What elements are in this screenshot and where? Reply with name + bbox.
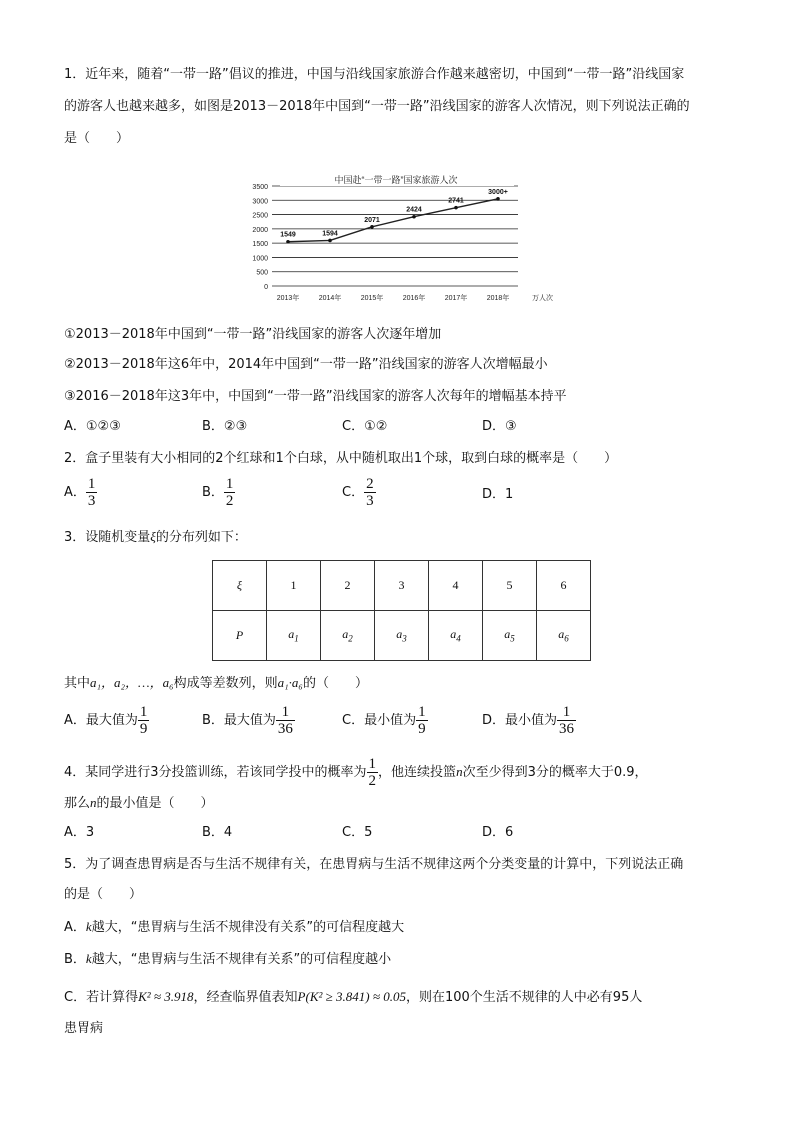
data-point [496,197,500,201]
y-tick-label: 1500 [252,241,268,249]
data-label: 2071 [364,216,380,224]
q1-line-3: 是（ ） [64,131,130,146]
q4-option-b[interactable]: B．4 [202,825,233,840]
q4-option-d[interactable]: D．6 [482,825,514,840]
q5-option-b-text: 越大，“患胃病与生活不规律有关系”的可信程度越小 [91,952,392,967]
q5-option-b-prefix: B． [64,952,86,967]
q3-stem [64,528,247,547]
q2-option-b-prefix: B． [202,485,224,500]
q1-option-a[interactable]: A．①②③ [64,419,121,434]
q3-stem-b: 的分布列如下： [155,530,247,545]
q2-option-a-fraction: $\frac{1}{3}$ [87,476,96,509]
q3-option-b-prefix: B．最大值为 [202,713,276,728]
table-cell: $a_6$ [537,611,591,661]
q2-option-a-prefix: A． [64,485,86,500]
q5-option-c-b: ，经查临界值表知 [193,990,298,1005]
q2-stem: 2．盒子里装有大小相同的2个红球和1个白球，从中随机取出1个球，取到白球的概率是（ ） [64,451,618,466]
q3-cond-expr: a₁·a₆ [277,675,303,690]
q4-line2-a: 那么 [64,796,91,811]
q3-cond-a: 其中 [64,676,91,691]
data-point [370,225,374,229]
table-row [213,561,591,611]
data-label: 2424 [406,206,422,214]
q2-option-d[interactable]: D．1 [482,487,514,502]
q4-option-a[interactable]: A．3 [64,825,95,840]
distribution-table [212,560,591,661]
q3-option-a-prefix: A．最大值为 [64,713,138,728]
q4-probability-fraction: $\frac{1}{2}$ [368,756,377,789]
y-tick-label: 3500 [252,184,268,191]
q1-option-b[interactable]: B．②③ [202,419,248,434]
q2-option-a[interactable] [64,476,97,509]
x-tick-label: 2016年 [402,295,426,302]
q5-option-c-a: C．若计算得 [64,990,139,1005]
q5-line-2: 的是（ ） [64,887,143,902]
q4-n-2: n [90,795,97,810]
q3-option-c-fraction: $\frac{1}{9}$ [418,704,426,737]
series-line [288,199,498,242]
q5-option-a-text: 越大，“患胃病与生活不规律没有关系”的可信程度越大 [91,920,405,935]
y-tick-label: 2500 [252,212,268,220]
q5-option-c-c: ，则在100个生活不规律的人中必有95人 [405,990,643,1005]
y-tick-label: 3000 [252,198,268,206]
y-tick-label: 500 [256,269,268,277]
q3-option-d-prefix: D．最小值为 [482,713,558,728]
q3-xi: ξ [150,529,156,544]
q4-stem [64,756,648,789]
data-label: 2741 [448,197,464,205]
q1-statement-1: ①2013－2018年中国到“一带一路”沿线国家的游客人次逐年增加 [64,327,442,342]
table-cell: $a_2$ [321,611,375,661]
q3-cond-b: 构成等差数列，则 [173,676,278,691]
q3-option-a[interactable] [64,704,149,737]
x-tick-label: 2018年 [486,295,510,302]
q5-option-b[interactable] [64,950,391,969]
q4-option-c[interactable]: C．5 [342,825,373,840]
q3-option-b-fraction: $\frac{1}{36}$ [277,704,293,737]
q3-stem-a: 3．设随机变量 [64,530,151,545]
q2-option-b-fraction: $\frac{1}{2}$ [225,476,234,509]
table-cell: $a_5$ [483,611,537,661]
q5-option-a-prefix: A． [64,920,86,935]
table-cell: ξ [213,561,267,611]
table-cell: P [213,611,267,661]
q4-stem-b: ，他连续投篮 [378,765,457,780]
q4-line-2 [64,794,214,813]
data-label: 3000+ [488,188,508,196]
q3-option-c[interactable] [342,704,428,737]
table-cell: 4 [429,561,483,611]
y-tick-label: 2000 [252,226,268,234]
table-row [213,611,591,661]
table-cell: $a_3$ [375,611,429,661]
q3-condition [64,674,368,693]
chart-title: 中国赴“一带一路”国家旅游人次 [334,175,458,185]
q2-option-b[interactable] [202,476,235,509]
data-label: 1549 [280,231,296,239]
q1-statement-3: ③2016－2018年这3年中，中国到“一带一路”沿线国家的游客人次每年的增幅基本持平 [64,389,567,404]
table-cell: 2 [321,561,375,611]
table-cell: $a_4$ [429,611,483,661]
data-point [328,239,332,243]
q3-option-d-fraction: $\frac{1}{36}$ [559,704,575,737]
q4-stem-a: 4．某同学进行3分投篮训练，若该同学投中的概率为 [64,765,367,780]
q3-option-a-fraction: $\frac{1}{9}$ [139,704,148,737]
q5-option-c-expr2: P(K² ≥ 3.841) ≈ 0.05 [297,989,406,1004]
table-cell: 1 [267,561,321,611]
q5-line-1: 5．为了调查患胃病是否与生活不规律有关，在患胃病与生活不规律这两个分类变量的计算中，下列说法正确 [64,857,684,872]
tourism-line-chart [236,166,558,306]
table-cell: 6 [537,561,591,611]
q1-line-2: 的游客人也越来越多，如图是2013－2018年中国到“一带一路”沿线国家的游客人次情况，则下列说法正确的 [64,99,690,114]
x-tick-label: 2014年 [318,295,342,302]
q1-option-c[interactable]: C．①② [342,419,388,434]
q3-option-b[interactable] [202,704,295,737]
q5-option-c-expr1: K² ≈ 3.918 [138,989,194,1004]
table-cell: 5 [483,561,537,611]
y-tick-label: 1000 [252,255,268,263]
x-tick-label: 2015年 [360,295,384,302]
x-tick-label: 2017年 [444,295,468,302]
table-cell: $a_1$ [267,611,321,661]
table-cell: 3 [375,561,429,611]
q3-cond-vars: a₁，a₂，…，a₆ [90,675,174,690]
q5-option-a[interactable] [64,918,404,937]
data-point [286,240,290,244]
x-tick-label: 2013年 [276,295,300,302]
q3-option-c-prefix: C．最小值为 [342,713,417,728]
q5-option-b-var: k [85,951,92,966]
data-point [412,215,416,219]
q1-option-d[interactable]: D．③ [482,419,517,434]
data-point [454,206,458,210]
chart-unit-label: 万人次 [532,295,553,302]
q2-option-c-prefix: C． [342,485,365,500]
q1-line-1: 1．近年来，随着“一带一路”倡议的推进，中国与沿线国家旅游合作越来越密切，中国到“一带一路”沿线国家 [64,67,685,82]
q2-option-c[interactable] [342,476,376,509]
q4-stem-c: 次至少得到3分的概率大于0.9， [462,765,648,780]
q4-n: n [456,764,463,779]
q2-option-c-fraction: $\frac{2}{3}$ [366,476,374,509]
q3-option-d[interactable] [482,704,576,737]
q4-line2-b: 的最小值是（ ） [96,796,214,811]
q3-cond-c: 的（ ） [302,676,368,691]
q5-option-a-var: k [85,919,92,934]
q5-option-c[interactable] [64,988,642,1007]
y-tick-label: 0 [264,284,268,291]
data-label: 1594 [322,230,338,238]
q5-option-c-line-2: 患胃病 [64,1021,104,1036]
q1-statement-2: ②2013－2018年这6年中，2014年中国到“一带一路”沿线国家的游客人次增幅最小 [64,357,548,372]
